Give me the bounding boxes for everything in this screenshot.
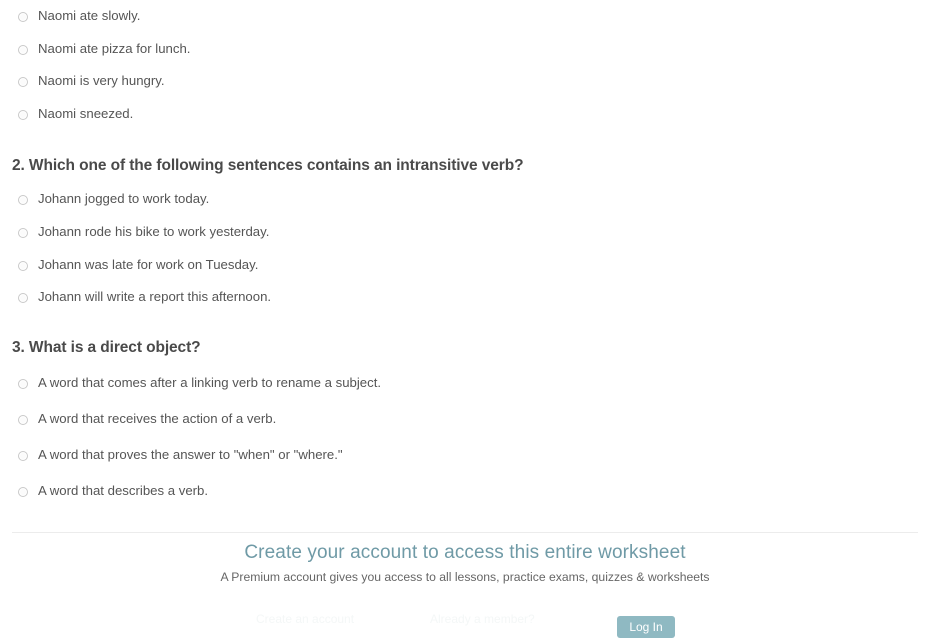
log-in-button[interactable]: Log In	[617, 616, 675, 638]
already-member-label: Already a member?	[430, 612, 535, 626]
question-title: 3. What is a direct object?	[12, 339, 201, 356]
radio-unselected-icon[interactable]	[18, 451, 28, 461]
answer-label: Naomi ate pizza for lunch.	[38, 40, 191, 56]
radio-unselected-icon[interactable]	[18, 195, 28, 205]
radio-unselected-icon[interactable]	[18, 110, 28, 120]
answer-option[interactable]	[0, 224, 930, 244]
answer-label: Johann will write a report this afternoon.	[38, 289, 272, 304]
footer-divider	[12, 532, 918, 533]
footer-subtitle: A Premium account gives you access to all lessons, practice exams, quizzes & worksheets	[220, 570, 710, 584]
answer-option[interactable]	[0, 411, 930, 431]
answer-label: A word that comes after a linking verb to rename a subject.	[38, 375, 382, 390]
create-account-link[interactable]: Create an account	[256, 612, 355, 626]
answer-option[interactable]	[0, 483, 930, 503]
answer-label: Johann rode his bike to work yesterday.	[38, 223, 270, 239]
answer-option[interactable]	[0, 8, 930, 28]
radio-unselected-icon[interactable]	[18, 415, 28, 425]
footer-action-row	[0, 612, 930, 634]
radio-unselected-icon[interactable]	[18, 77, 28, 87]
radio-unselected-icon[interactable]	[18, 228, 28, 238]
radio-unselected-icon[interactable]	[18, 293, 28, 303]
premium-upsell-footer	[0, 540, 930, 585]
answer-option[interactable]	[0, 447, 930, 467]
answer-option[interactable]	[0, 73, 930, 93]
question-title: 2. Which one of the following sentences contains an intransitive verb?	[12, 157, 524, 174]
answer-option[interactable]	[0, 41, 930, 61]
answer-label: A word that describes a verb.	[38, 483, 209, 498]
answer-label: Johann was late for work on Tuesday.	[38, 256, 259, 272]
footer-heading: Create your account to access this entire worksheet	[244, 542, 686, 563]
answer-option[interactable]	[0, 191, 930, 211]
radio-unselected-icon[interactable]	[18, 45, 28, 55]
radio-unselected-icon[interactable]	[18, 487, 28, 497]
answer-label: A word that proves the answer to "when" or "where."	[38, 447, 343, 462]
answer-option[interactable]	[0, 289, 930, 309]
answer-option[interactable]	[0, 106, 930, 126]
radio-unselected-icon[interactable]	[18, 12, 28, 22]
radio-unselected-icon[interactable]	[18, 261, 28, 271]
answer-label: Naomi sneezed.	[38, 105, 134, 121]
answer-label: Johann jogged to work today.	[38, 191, 210, 206]
answer-option[interactable]	[0, 257, 930, 277]
radio-unselected-icon[interactable]	[18, 379, 28, 389]
answer-label: A word that receives the action of a verb.	[38, 411, 277, 426]
answer-label: Naomi ate slowly.	[38, 8, 141, 23]
answer-option[interactable]	[0, 375, 930, 395]
answer-label: Naomi is very hungry.	[38, 73, 165, 88]
